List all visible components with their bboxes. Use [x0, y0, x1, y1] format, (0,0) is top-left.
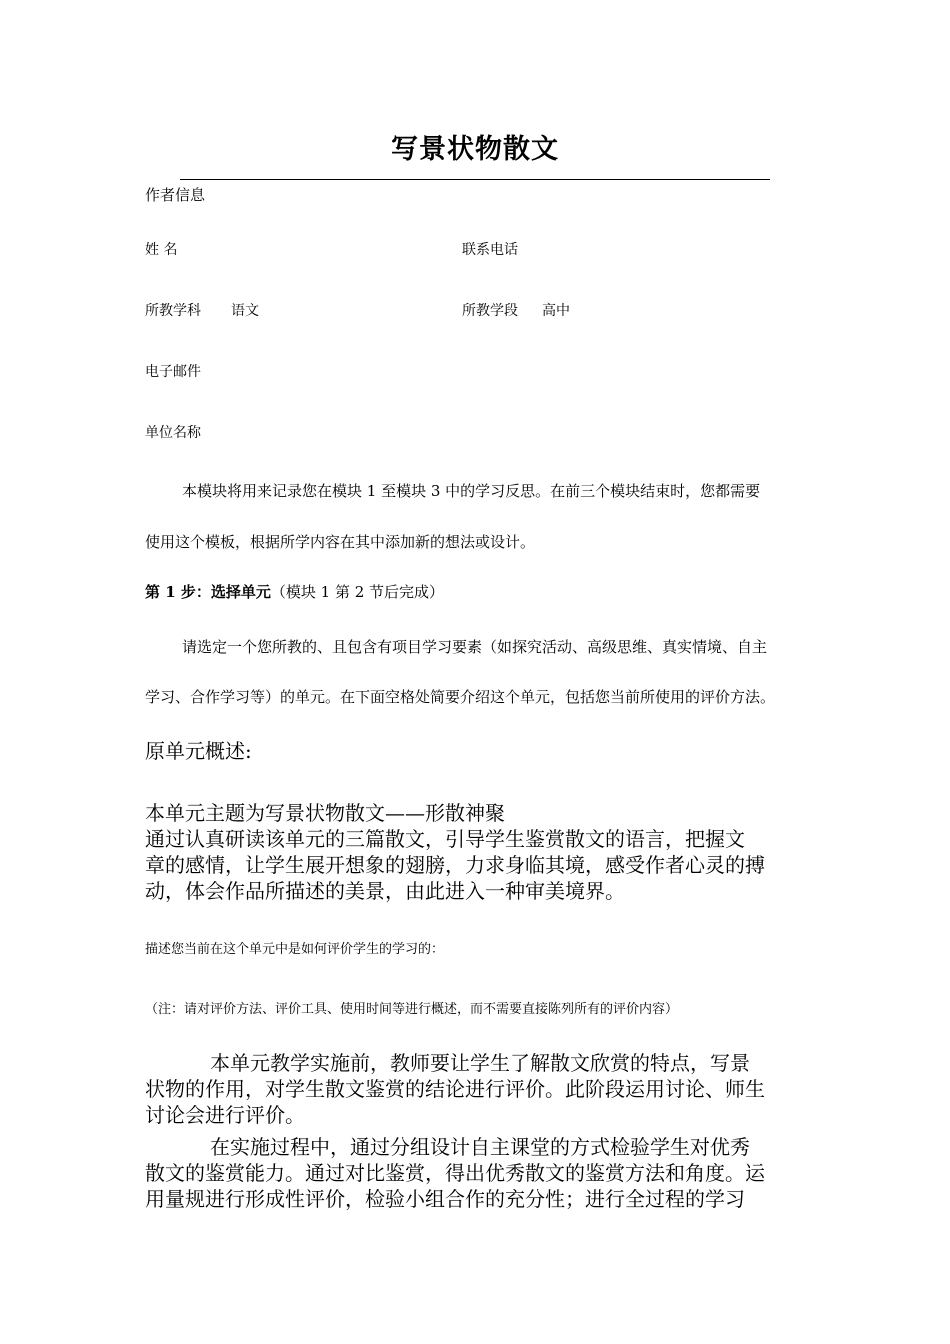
overview-line-2: 通过认真研读该单元的三篇散文，引导学生鉴赏散文的语言，把握文	[145, 827, 745, 851]
intro-line-2: 使用这个模板，根据所学内容在其中添加新的想法或设计。	[145, 533, 536, 551]
stage-value: 高中	[542, 303, 570, 319]
intro-line-1: 本模块将用来记录您在模块 1 至模块 3 中的学习反思。在前三个模块结束时，您都需要	[182, 482, 761, 500]
email-label: 电子邮件	[145, 364, 201, 380]
step1-desc-line-2: 学习、合作学习等）的单元。在下面空格处简要介绍这个单元，包括您当前所使用的评价方法。	[145, 688, 776, 706]
assessment-note: （注：请对评价方法、评价工具、使用时间等进行概述，而不需要直接陈列所有的评价内容）	[145, 1002, 679, 1017]
para2-line-1: 在实施过程中，通过分组设计自主课堂的方式检验学生对优秀	[210, 1135, 750, 1159]
stage-label: 所教学段	[462, 303, 518, 319]
para1-line-3: 讨论会进行评价。	[145, 1103, 305, 1127]
overview-line-3: 章的感情，让学生展开想象的翅膀，力求身临其境，感受作者心灵的搏	[145, 853, 765, 877]
name-label: 姓 名	[145, 242, 178, 258]
overview-line-4: 动，体会作品所描述的美景，由此进入一种审美境界。	[145, 879, 625, 903]
overview-heading: 原单元概述:	[145, 739, 252, 763]
subject-label: 所教学科	[145, 303, 201, 319]
subject-value: 语文	[231, 303, 259, 319]
step1-note: （模块 1 第 2 节后完成）	[270, 583, 445, 601]
phone-label: 联系电话	[462, 242, 518, 258]
overview-line-1: 本单元主题为写景状物散文——形散神聚	[145, 801, 505, 825]
para1-line-1: 本单元教学实施前，教师要让学生了解散文欣赏的特点，写景	[210, 1051, 750, 1075]
title-underline	[180, 179, 770, 180]
unit-label: 单位名称	[145, 425, 201, 441]
para2-line-3: 用量规进行形成性评价，检验小组合作的充分性；进行全过程的学习	[145, 1187, 745, 1211]
step1-bold-label: 第 1 步：选择单元	[145, 583, 271, 601]
para1-line-2: 状物的作用，对学生散文鉴赏的结论进行评价。此阶段运用讨论、师生	[145, 1077, 765, 1101]
assessment-prompt: 描述您当前在这个单元中是如何评价学生的学习的：	[145, 942, 445, 957]
author-info-label: 作者信息	[145, 186, 206, 204]
step1-desc-line-1: 请选定一个您所教的、且包含有项目学习要素（如探究活动、高级思维、真实情境、自主	[182, 638, 768, 656]
document-title: 写景状物散文	[391, 134, 559, 165]
para2-line-2: 散文的鉴赏能力。通过对比鉴赏，得出优秀散文的鉴赏方法和角度。运	[145, 1161, 765, 1185]
step1-heading	[145, 581, 444, 603]
